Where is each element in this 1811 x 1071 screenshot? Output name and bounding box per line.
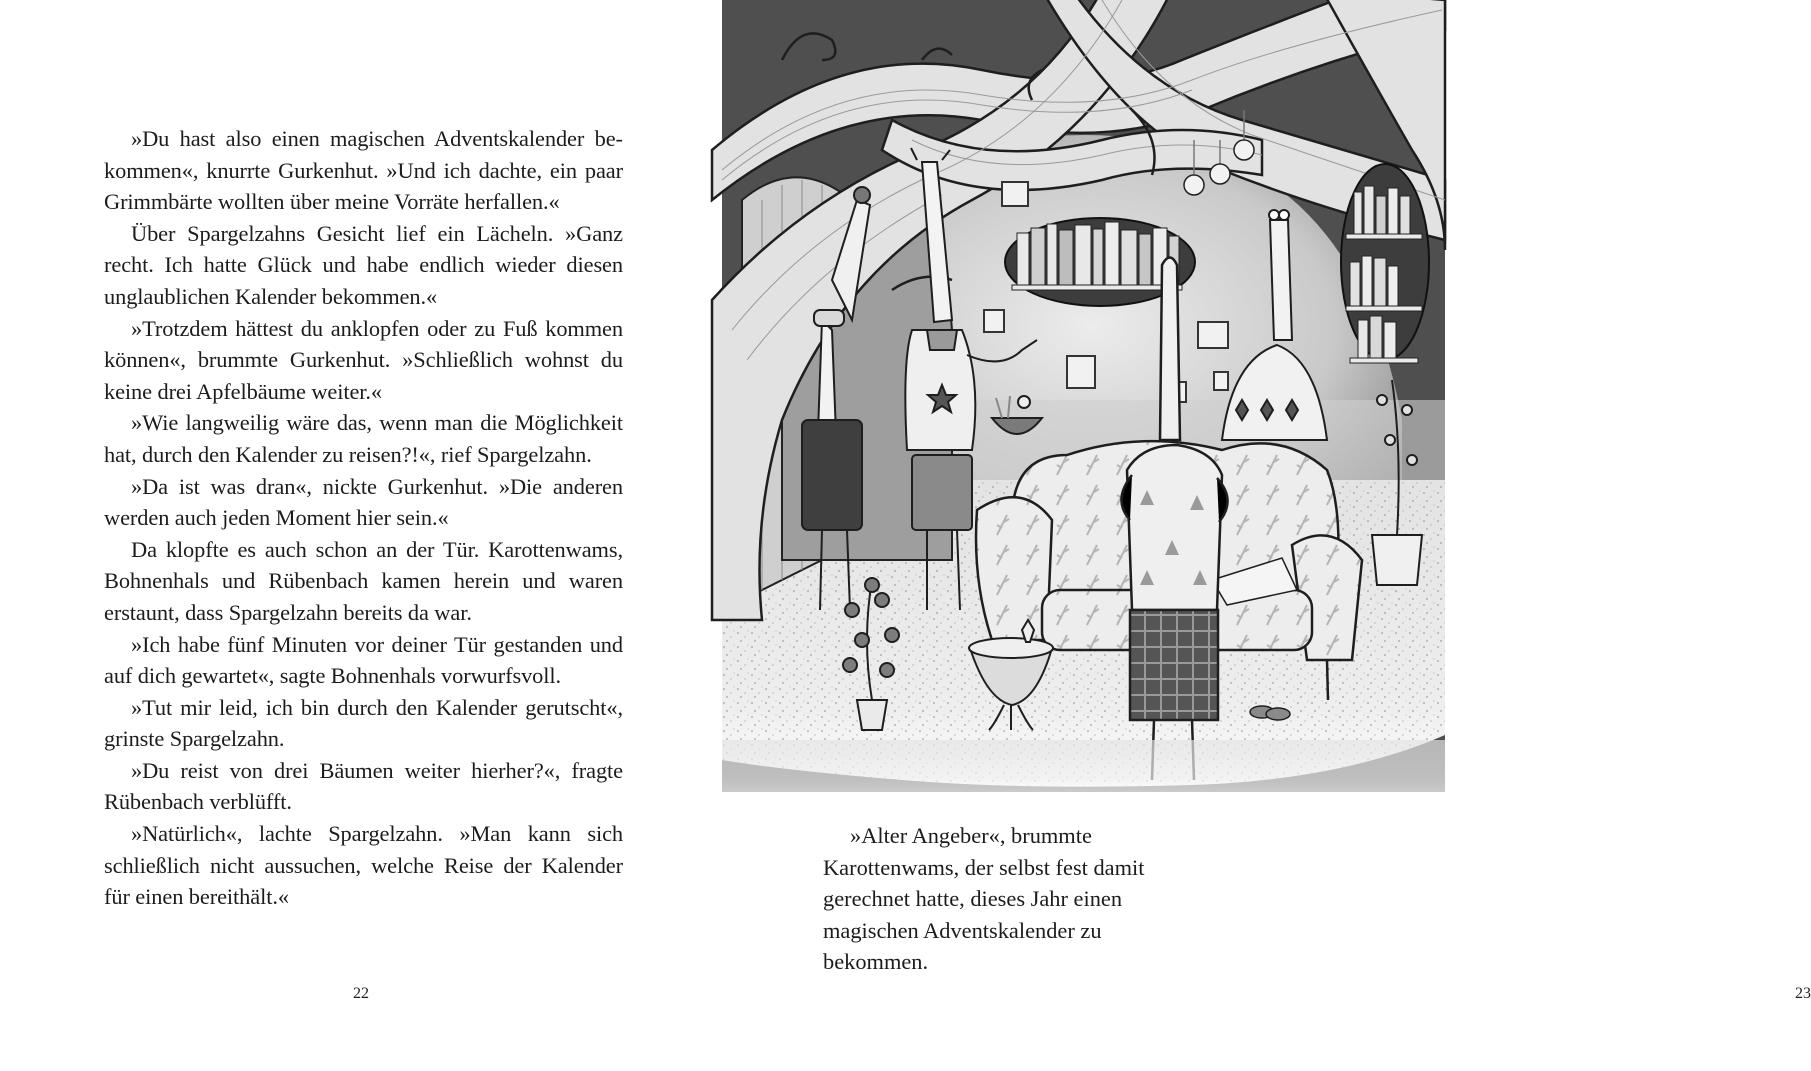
bookshelf-right <box>1341 164 1429 363</box>
illustration <box>722 0 1445 792</box>
paragraph: »Ich habe fünf Minuten vor deiner Tür gestanden und auf dich gewartet«, sagte Bohnenhals vorwurfsvoll. <box>104 631 623 689</box>
page-number-right: 23 <box>1795 985 1811 1002</box>
right-page-text <box>823 820 1153 978</box>
paragraph: »Natürlich«, lachte Spargelzahn. »Man kann sich schließlich nicht aussuchen, welche Reise der Kalender für einen bereithält.« <box>104 821 623 910</box>
paragraph: »Tut mir leid, ich bin durch den Kalender gerutscht«, grinste Spargelzahn. <box>104 694 623 752</box>
slippers <box>1250 706 1290 720</box>
paragraph: »Alter Angeber«, brummte Karottenwams, der selbst fest damit gerechnet hatte, dieses Jahr einen magischen Adventskalender zu bekommen. <box>823 823 1145 975</box>
paragraph: »Du hast also einen magischen Adventskalender bekommen«, knurrte Gurkenhut. »Und ich dachte, ein paar Grimmbärte wollten über meine Vorräte herfallen.« <box>104 126 623 215</box>
paragraph: »Trotzdem hättest du anklopfen oder zu Fuß kommen können«, brummte Gurkenhut. »Schließlich wohnst du keine drei Apfelbäume weiter.« <box>104 315 623 404</box>
illustration-artwork <box>722 0 1445 792</box>
left-page <box>0 0 722 1071</box>
paragraph: Da klopfte es auch schon an der Tür. Karottenwams, Bohnenhals und Rübenbach kamen herein und waren erstaunt, dass Spargelzahn bereits da war. <box>104 536 623 625</box>
page-number-left: 22 <box>353 985 369 1002</box>
paragraph: »Da ist was dran«, nickte Gurkenhut. »Die anderen werden auch jeden Moment hier sein.« <box>104 473 623 531</box>
paragraph: Über Spargelzahns Gesicht lief ein Lächeln. »Ganz recht. Ich hatte Glück und habe endlich wieder diesen unglaublichen Kalender bekommen.« <box>104 220 623 309</box>
left-page-text <box>104 123 623 913</box>
right-page <box>722 0 1811 1071</box>
paragraph: »Wie langweilig wäre das, wenn man die Möglichkeit hat, durch den Kalender zu reisen?!«, rief Spargelzahn. <box>104 410 623 467</box>
paragraph: »Du reist von drei Bäumen weiter hierher?«, fragte Rübenbach verblüfft. <box>104 757 623 815</box>
